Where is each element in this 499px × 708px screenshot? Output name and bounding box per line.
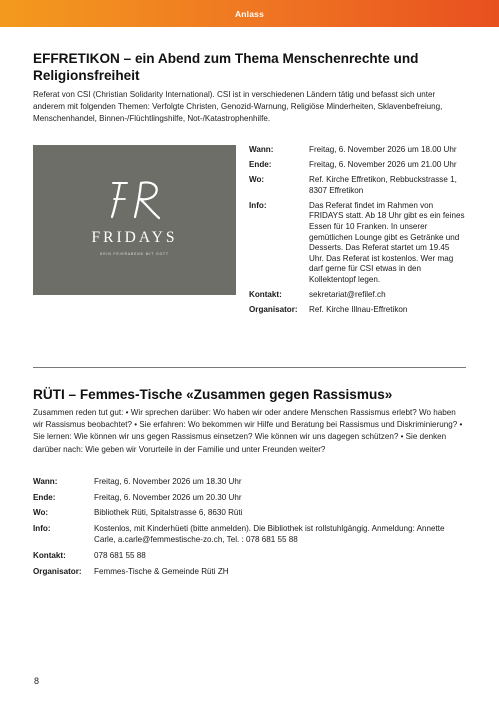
info-row-organizer (249, 305, 466, 320)
info-row-info (249, 201, 466, 290)
info-label: Kontakt: (249, 290, 282, 300)
event-info-table (249, 145, 466, 321)
event-rueti (33, 386, 466, 581)
contact-email-link[interactable]: sekretariat@refilef.ch (309, 290, 386, 300)
info-row-info (33, 523, 466, 550)
info-row-when (249, 145, 466, 160)
info-label: Organisator: (249, 305, 298, 315)
info-row-where (249, 175, 466, 201)
info-row-end (249, 160, 466, 175)
info-label: Ende: (33, 492, 56, 502)
info-value: Ref. Kirche Effretikon, Rebbuckstrasse 1, 8307 Effretikon (309, 174, 457, 195)
event-title: RÜTI – Femmes-Tische «Zusammen gegen Rassismus» (33, 387, 393, 402)
info-value: Freitag, 6. November 2026 um 21.00 Uhr (309, 159, 457, 169)
poster-name: FRIDAYS (91, 229, 178, 247)
info-label: Info: (249, 200, 267, 210)
info-label: Wo: (249, 174, 265, 184)
info-row-end (33, 492, 466, 508)
event-title: EFFRETIKON – ein Abend zum Thema Menschenrechte und Religionsfreiheit (33, 51, 419, 83)
info-value: Das Referat findet im Rahmen von FRIDAYS statt. Ab 18 Uhr gibt es ein feines Essen für 10 Franken. In unserer gemütlichen Lounge gibt es Getränke und Desserts. Das Referat startet um 19.45 Uhr. Das Referat ist kostenlos. Wer mag darf gerne für CSI etwas in den Kollektentopf legen. (309, 200, 465, 284)
info-label: Info: (33, 523, 51, 533)
section-header-bar (0, 0, 499, 27)
poster-tagline: DEIN FEIERABEND MIT GOTT (100, 252, 169, 257)
info-row-contact (249, 290, 466, 305)
info-value: Femmes-Tische & Gemeinde Rüti ZH (94, 566, 229, 576)
fr-monogram-logo-icon (105, 177, 165, 223)
event-effretikon (33, 50, 466, 359)
info-row-when (33, 476, 466, 492)
event-details-block (33, 145, 466, 359)
info-value: Bibliothek Rüti, Spitalstrasse 6, 8630 Rüti (94, 508, 243, 518)
info-row-organizer (33, 566, 466, 582)
info-value: Ref. Kirche Illnau-Effretikon (309, 305, 408, 315)
info-value: Freitag, 6. November 2026 um 18.30 Uhr (94, 476, 242, 486)
event-description: Zusammen reden tut gut: • Wir sprechen darüber: Wo haben wir oder andere Menschen Rassismus erlebt? Wo haben wir Rassismus beobachtet? • Sie erfahren: Wo bekommen wir Hilfe und Beratung bei Rassismus und Diskriminierung? • Sie lernen: Wie können wir uns gegen Rassismus einsetzen? Wie können wir uns dagegen schützen? • Sie denken darüber nach: Wie geben wir Vorurteile in der Familie und unter Freunden weiter? (33, 408, 463, 454)
info-value: Kostenlos, mit Kinderhüeti (bitte anmelden). Die Bibliothek ist rollstuhlgängig. Anmeldung: Annette Carle, a.carle@femmestische-zo.ch, Tel. : 078 681 55 88 (94, 523, 445, 545)
info-label: Wo: (33, 508, 49, 518)
info-label: Kontakt: (33, 551, 66, 561)
fridays-poster-image (33, 145, 236, 295)
info-value: Freitag, 6. November 2026 um 18.00 Uhr (309, 144, 457, 154)
info-label: Wann: (33, 476, 58, 486)
info-label: Organisator: (33, 566, 82, 576)
section-divider (33, 367, 466, 368)
info-row-contact (33, 550, 466, 566)
info-row-where (33, 507, 466, 523)
page-number: 8 (34, 676, 40, 686)
section-label: Anlass (234, 8, 265, 19)
info-value: Freitag, 6. November 2026 um 20.30 Uhr (94, 492, 242, 502)
event-description: Referat von CSI (Christian Solidarity International). CSI ist in verschiedenen Ländern tätig und befasst sich unter anderem mit folgenden Themen: Verfolgte Christen, Genozid-Warnung, Religiöse Minderheiten, Sklavenbefreiung, Menschenhandel, Binnen-/Flüchtlingshilfe, Not-/Katastrophenhilfe. (33, 90, 443, 124)
info-label: Ende: (249, 159, 272, 169)
event-info-table (33, 476, 466, 582)
info-label: Wann: (249, 144, 274, 154)
contact-phone-link[interactable]: 078 681 55 88 (94, 551, 146, 561)
